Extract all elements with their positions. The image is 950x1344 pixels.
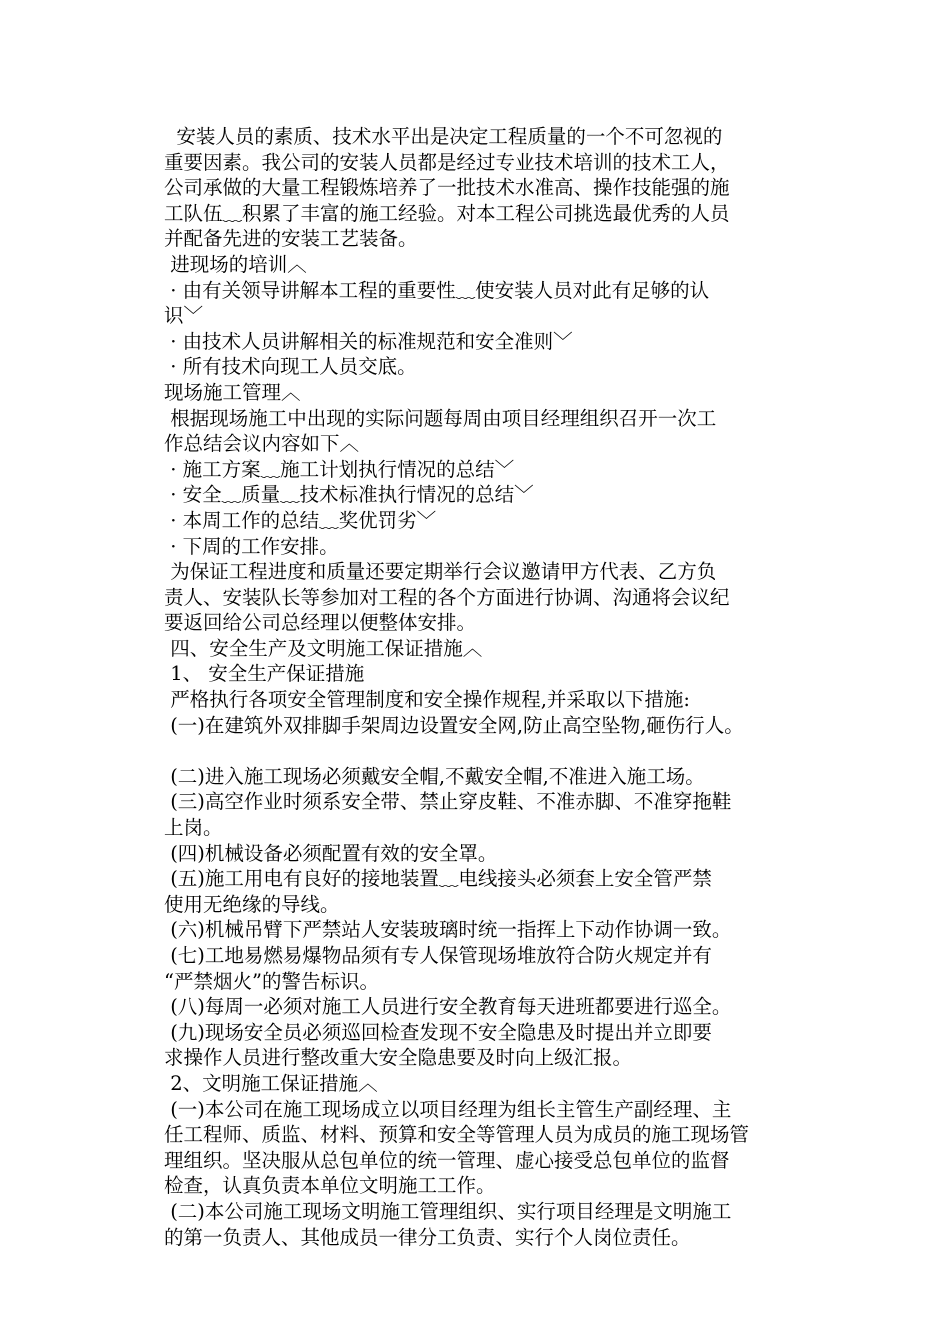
list-item: (二)进入施工现场必须戴安全帽,不戴安全帽,不准进入施工场。 bbox=[164, 764, 705, 788]
list-item: (一)本公司在施工现场成立以项目经理为组长主管生产副经理、主 bbox=[164, 1097, 732, 1121]
text-line: 上岗。 bbox=[164, 816, 223, 840]
section-heading: 进现场的培训︿ bbox=[164, 252, 307, 276]
bullet-item: · 所有技术向现工人员交底。 bbox=[164, 355, 417, 379]
list-item: (四)机械设备必须配置有效的安全罩。 bbox=[164, 841, 498, 865]
list-item: (六)机械吊臂下严禁站人安装玻璃时统一指挥上下动作协调一致。 bbox=[164, 918, 732, 942]
text-line: 求操作人员进行整改重大安全隐患要及时向上级汇报。 bbox=[164, 1046, 633, 1070]
text-line: 理组织。坚决服从总包单位的统一管理、虚心接受总包单位的监督 bbox=[164, 1148, 730, 1172]
document-body bbox=[164, 124, 820, 1250]
text-line: 责人、安装队长等参加对工程的各个方面进行协调、沟通将会议纪 bbox=[164, 585, 730, 609]
section-heading: 四、安全生产及文明施工保证措施︿ bbox=[164, 636, 483, 660]
list-item: (八)每周一必须对施工人员进行安全教育每天进班都要进行巡全。 bbox=[164, 995, 732, 1019]
bullet-item: · 下周的工作安排。 bbox=[164, 534, 339, 558]
text-line: 根据现场施工中出现的实际问题每周由项目经理组织召开一次工 bbox=[164, 406, 717, 430]
text-line: 为保证工程进度和质量还要定期举行会议邀请甲方代表、乙方负 bbox=[164, 560, 717, 584]
text-line: 并配备先进的安装工艺装备。 bbox=[164, 227, 418, 251]
text-line: 任工程师、质监、材料、预算和安全等管理人员为成员的施工现场管 bbox=[164, 1123, 750, 1147]
list-item: (三)高空作业时须系安全带、禁止穿皮鞋、不准赤脚、不准穿拖鞋 bbox=[164, 790, 732, 814]
text-line: 安装人员的素质、技术水平出是决定工程质量的一个不可忽视的 bbox=[164, 125, 723, 148]
text-line: 严格执行各项安全管理制度和安全操作规程,并采取以下措施: bbox=[164, 688, 690, 712]
subsection-heading: 2、文明施工保证措施︿ bbox=[164, 1071, 378, 1095]
text-line: 的第一负责人、其他成员一律分工负责、实行个人岗位责任。 bbox=[164, 1225, 691, 1249]
text-line: 识﹀ bbox=[164, 304, 204, 328]
text-line: 重要因素。我公司的安装人员都是经过专业技术培训的技术工人， bbox=[164, 150, 730, 174]
text-line: 要返回给公司总经理以便整体安排。 bbox=[164, 611, 477, 635]
blank-line bbox=[164, 738, 820, 764]
list-item: (五)施工用电有良好的接地装置﹏电线接头必须套上安全管严禁 bbox=[164, 867, 712, 891]
bullet-item: · 施工方案﹏施工计划执行情况的总结﹀ bbox=[164, 457, 515, 481]
list-item: (七)工地易燃易爆物品须有专人保管现场堆放符合防火规定并有 bbox=[164, 944, 712, 967]
list-item: (九)现场安全员必须巡回检查发现不安全隐患及时提出并立即要 bbox=[164, 1020, 712, 1044]
text-line: “严禁烟火”的警告标识。 bbox=[164, 969, 379, 993]
bullet-item: · 由技术人员讲解相关的标准规范和安全准则﹀ bbox=[164, 329, 573, 353]
text-line: 作总结会议内容如下︿ bbox=[164, 432, 360, 456]
bullet-item: · 由有关领导讲解本工程的重要性﹏使安装人员对此有足够的认 bbox=[164, 278, 710, 302]
subsection-heading: 1、 安全生产保证措施 bbox=[164, 662, 365, 686]
section-heading: 现场施工管理︿ bbox=[164, 380, 301, 404]
text-line: 公司承做的大量工程锻炼培养了一批技术水准高、操作技能强的施 bbox=[164, 176, 730, 200]
list-item: (一)在建筑外双排脚手架周边设置安全网,防止高空坠物,砸伤行人。 bbox=[164, 713, 744, 737]
text-line: 使用无绝缘的导线。 bbox=[164, 892, 340, 916]
list-item: (二)本公司施工现场文明施工管理组织、实行项目经理是文明施工 bbox=[164, 1199, 732, 1223]
text-line: 工队伍﹏积累了丰富的施工经验。对本工程公司挑选最优秀的人员 bbox=[164, 201, 730, 225]
bullet-item: · 本周工作的总结﹏奖优罚劣﹀ bbox=[164, 508, 437, 532]
bullet-item: · 安全﹏质量﹏技术标准执行情况的总结﹀ bbox=[164, 483, 534, 507]
text-line: 检查，认真负责本单位文明施工工作。 bbox=[164, 1174, 496, 1198]
